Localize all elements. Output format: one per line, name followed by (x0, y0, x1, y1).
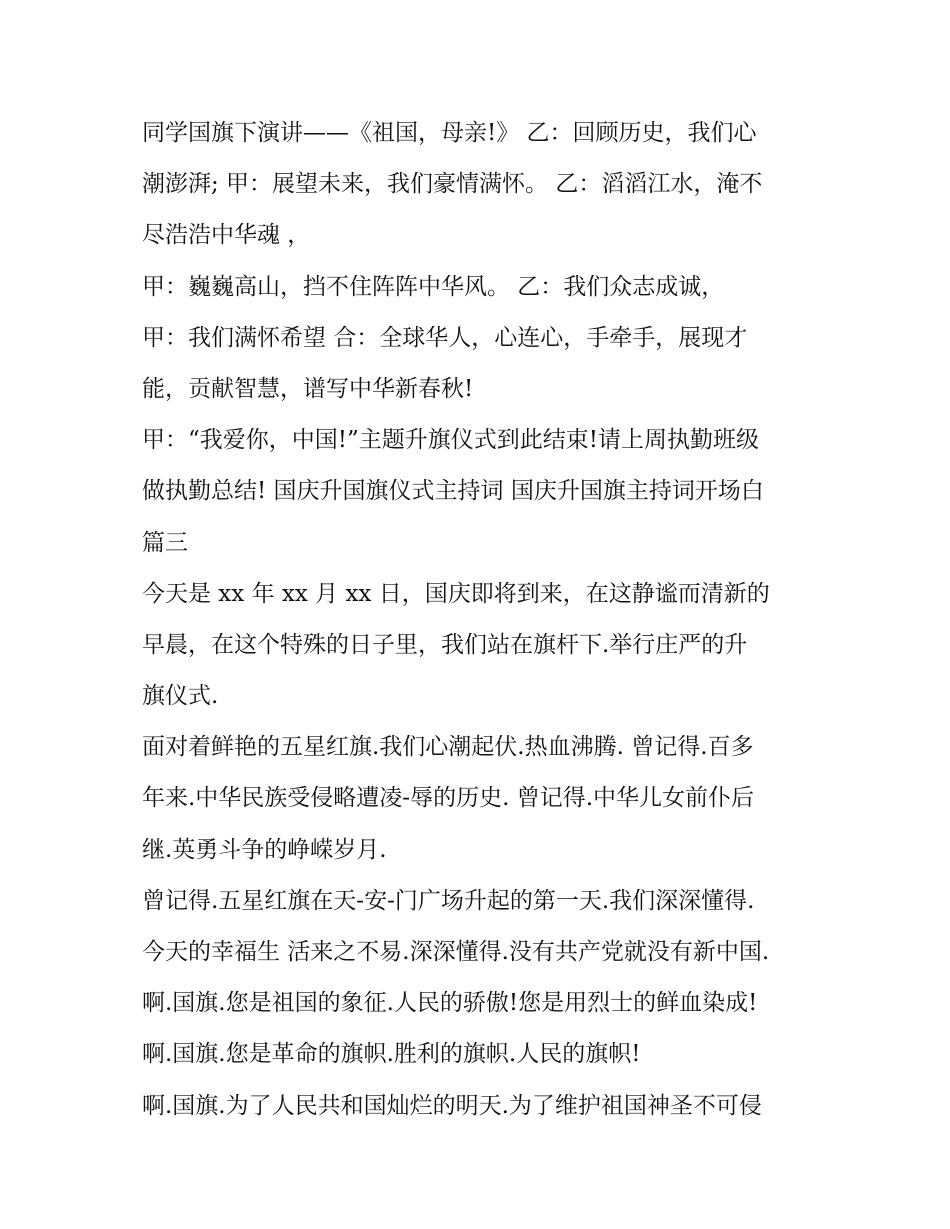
text-line: 同学国旗下演讲——《祖国，母亲!》 乙：回顾历史，我们心 (142, 120, 757, 146)
text-line: 曾记得.五星红旗在天-安-门广场升起的第一天.我们深深懂得. (142, 887, 755, 914)
text-line: 篇三 (142, 529, 188, 556)
text-line: 能，贡献智慧，谱写中华新春秋! (142, 375, 474, 402)
text-line: 今天的幸福生 活来之不易.深深懂得.没有共产党就没有新中国. (142, 939, 770, 965)
text-line: 啊.国旗.为了人民共和国灿烂的明天.为了维护祖国神圣不可侵 (142, 1092, 762, 1119)
text-line: 甲：“我爱你，中国!”主题升旗仪式到此结束!请上周执勤班级 (142, 427, 760, 454)
text-line: 甲：我们满怀希望 合：全球华人，心连心，手牵手，展现才 (142, 324, 748, 351)
text-line: 做执勤总结! 国庆升国旗仪式主持词 国庆升国旗主持词开场白 (142, 478, 764, 505)
text-line: 面对着鲜艳的五星红旗.我们心潮起伏.热血沸腾. 曾记得.百多 (142, 734, 754, 761)
text-line: 旗仪式. (142, 683, 219, 710)
text-line: 啊.国旗.您是祖国的象征.人民的骄傲!您是用烈士的鲜血染成! (142, 990, 758, 1017)
text-line: 早晨，在这个特殊的日子里，我们站在旗杆下.举行庄严的升 (142, 631, 748, 658)
text-line: 啊.国旗.您是革命的旗帜.胜利的旗帜.人民的旗帜! (142, 1041, 641, 1068)
text-line: 继.英勇斗争的峥嵘岁月. (142, 836, 387, 863)
text-line: 年来.中华民族受侵略遭凌-辱的历史. 曾记得.中华儿女前仆后 (142, 785, 755, 812)
text-line: 甲：巍巍高山，挡不住阵阵中华风。 乙：我们众志成诚， (142, 273, 725, 300)
text-line: 潮澎湃; 甲：展望未来，我们豪情满怀。 乙：滔滔江水，淹不 (142, 171, 763, 198)
document-body (142, 108, 822, 1132)
text-line: 尽浩浩中华魂 ， (142, 222, 311, 249)
text-line: 今天是 xx 年 xx 月 xx 日，国庆即将到来，在这静谧而清新的 (142, 580, 770, 607)
